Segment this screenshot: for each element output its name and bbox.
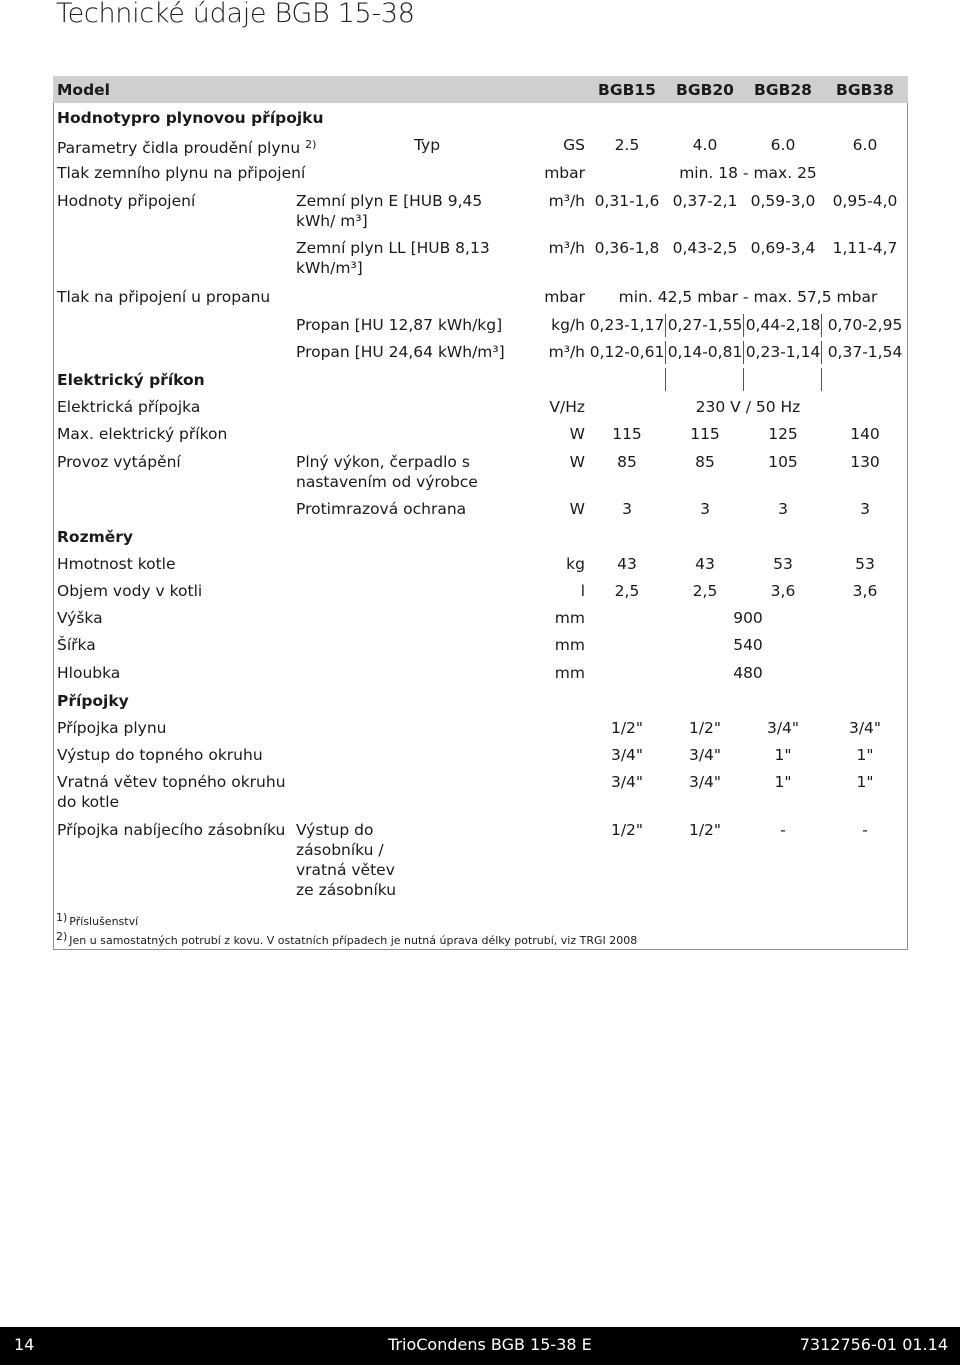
gas-e-val-3: 0,59-3,0 (750, 192, 816, 210)
section-connections: Přípojky (57, 692, 129, 710)
heating-val-1: 85 (617, 453, 637, 471)
height-value: 900 (733, 609, 763, 627)
gas-e-val-1: 0,31-1,6 (594, 192, 660, 210)
propane-m3-val-3: 0,23-1,14 (745, 343, 821, 361)
propane-pressure-unit: mbar (544, 288, 585, 306)
gas-pressure-label: Tlak zemního plynu na připojení (57, 164, 306, 182)
section-gas: Hodnotypro plynovou přípojku (57, 109, 324, 127)
sensor-val-1: 2.5 (614, 136, 640, 154)
header-col-1: BGB15 (598, 81, 656, 99)
gas-conn-val-3: 3/4" (766, 719, 800, 737)
frost-val-1: 3 (622, 500, 632, 518)
header-model: Model (57, 81, 110, 99)
column-divider (821, 314, 822, 337)
depth-value: 480 (733, 664, 763, 682)
weight-unit: kg (566, 555, 585, 573)
flow-val-3: 1" (774, 746, 792, 764)
gas-ll-unit: m³/h (548, 239, 585, 257)
propane-kg-val-3: 0,44-2,18 (745, 316, 821, 334)
conn-values-label: Hodnoty připojení (57, 192, 196, 210)
propane-kg-val-2: 0,27-1,55 (667, 316, 743, 334)
gas-e-val-2: 0,37-2,1 (672, 192, 738, 210)
propane-pressure-label: Tlak na připojení u propanu (57, 288, 271, 306)
sensor-val-2: 4.0 (692, 136, 718, 154)
gas-e-desc: Zemní plyn E [HUB 9,45 kWh/ m³] (296, 192, 483, 230)
return-val-1: 3/4" (610, 773, 644, 791)
gas-ll-val-4: 1,11-4,7 (832, 239, 898, 257)
weight-val-4: 53 (855, 555, 875, 573)
water-volume-val-3: 3,6 (770, 582, 796, 600)
el-connection-unit: V/Hz (549, 398, 585, 416)
propane-kg-desc: Propan [HU 12,87 kWh/kg] (296, 316, 503, 334)
storage-val-2: 1/2" (688, 821, 722, 839)
return-val-4: 1" (856, 773, 874, 791)
frost-val-3: 3 (778, 500, 788, 518)
return-val-2: 3/4" (688, 773, 722, 791)
footnote-1: $^{1)}$ Příslušenství (56, 911, 139, 928)
column-divider (821, 341, 822, 364)
sensor-type: Typ (414, 136, 441, 154)
gas-conn-label: Přípojka plynu (57, 719, 167, 737)
section-dimensions: Rozměry (57, 528, 134, 546)
water-volume-val-1: 2,5 (614, 582, 640, 600)
sensor-val-4: 6.0 (852, 136, 878, 154)
storage-desc: Výstup do zásobníku / vratná větev ze zásobníku (296, 821, 397, 899)
propane-kg-val-1: 0,23-1,17 (589, 316, 665, 334)
depth-label: Hloubka (57, 664, 121, 682)
section-electric: Elektrický příkon (57, 371, 205, 389)
gas-pressure-range: min. 18 - max. 25 (679, 164, 817, 182)
heating-label: Provoz vytápění (57, 453, 181, 471)
propane-m3-val-1: 0,12-0,61 (589, 343, 665, 361)
propane-m3-unit: m³/h (548, 343, 585, 361)
max-power-val-3: 125 (768, 425, 798, 443)
el-connection-value: 230 V / 50 Hz (695, 398, 801, 416)
max-power-val-2: 115 (690, 425, 720, 443)
return-label: Vratná větev topného okruhu do kotle (57, 773, 286, 811)
return-val-3: 1" (774, 773, 792, 791)
depth-unit: mm (554, 664, 585, 682)
gas-pressure-unit: mbar (544, 164, 585, 182)
page-footer (0, 1327, 960, 1365)
gas-conn-val-2: 1/2" (688, 719, 722, 737)
el-connection-label: Elektrická přípojka (57, 398, 201, 416)
sensor-label: Parametry čidla proudění plynu $^{2)}$ (57, 138, 317, 157)
column-divider (743, 314, 744, 337)
propane-kg-unit: kg/h (551, 316, 585, 334)
heating-val-2: 85 (695, 453, 715, 471)
heating-val-4: 130 (850, 453, 880, 471)
header-col-3: BGB28 (754, 81, 812, 99)
frost-desc: Protimrazová ochrana (296, 500, 467, 518)
flow-val-4: 1" (856, 746, 874, 764)
storage-val-3: - (780, 821, 786, 839)
propane-m3-desc: Propan [HU 24,64 kWh/m³] (296, 343, 505, 361)
document-number: 7312756-01 01.14 (799, 1335, 948, 1354)
water-volume-val-4: 3,6 (852, 582, 878, 600)
max-power-label: Max. elektrický příkon (57, 425, 228, 443)
water-volume-unit: l (580, 582, 585, 600)
sensor-unit: GS (563, 136, 585, 154)
width-label: Šířka (57, 636, 96, 654)
max-power-unit: W (569, 425, 585, 443)
header-col-2: BGB20 (676, 81, 734, 99)
propane-m3-val-4: 0,37-1,54 (827, 343, 903, 361)
water-volume-val-2: 2,5 (692, 582, 718, 600)
propane-pressure-range: min. 42,5 mbar - max. 57,5 mbar (618, 288, 878, 306)
max-power-val-1: 115 (612, 425, 642, 443)
gas-ll-val-1: 0,36-1,8 (594, 239, 660, 257)
frost-val-2: 3 (700, 500, 710, 518)
heating-desc: Plný výkon, čerpadlo s nastavením od výrobce (296, 453, 478, 491)
product-name: TrioCondens BGB 15-38 E (388, 1335, 592, 1354)
weight-val-1: 43 (617, 555, 637, 573)
flow-val-2: 3/4" (688, 746, 722, 764)
height-unit: mm (554, 609, 585, 627)
page-number: 14 (14, 1335, 35, 1354)
storage-label: Přípojka nabíjecího zásobníku (57, 821, 286, 839)
height-label: Výška (57, 609, 103, 627)
max-power-val-4: 140 (850, 425, 880, 443)
frost-unit: W (569, 500, 585, 518)
flow-val-1: 3/4" (610, 746, 644, 764)
heating-val-3: 105 (768, 453, 798, 471)
heating-unit: W (569, 453, 585, 471)
storage-val-1: 1/2" (610, 821, 644, 839)
weight-val-3: 53 (773, 555, 793, 573)
column-divider (665, 314, 666, 337)
column-divider (821, 368, 822, 391)
gas-ll-desc: Zemní plyn LL [HUB 8,13 kWh/m³] (296, 239, 490, 277)
gas-ll-val-2: 0,43-2,5 (672, 239, 738, 257)
weight-label: Hmotnost kotle (57, 555, 176, 573)
column-divider (743, 341, 744, 364)
flow-label: Výstup do topného okruhu (57, 746, 263, 764)
propane-m3-val-2: 0,14-0,81 (667, 343, 743, 361)
gas-conn-val-1: 1/2" (610, 719, 644, 737)
column-divider (743, 368, 744, 391)
gas-e-unit: m³/h (548, 192, 585, 210)
sensor-val-3: 6.0 (770, 136, 796, 154)
page-title: Technické údaje BGB 15-38 (56, 0, 415, 29)
gas-ll-val-3: 0,69-3,4 (750, 239, 816, 257)
column-divider (665, 368, 666, 391)
width-value: 540 (733, 636, 763, 654)
propane-kg-val-4: 0,70-2,95 (827, 316, 903, 334)
footnote-2: $^{2)}$ Jen u samostatných potrubí z kovu. V ostatních případech je nutná úprava délky potrubí, viz TRGI 2008 (56, 930, 638, 947)
gas-e-val-4: 0,95-4,0 (832, 192, 898, 210)
width-unit: mm (554, 636, 585, 654)
gas-conn-val-4: 3/4" (848, 719, 882, 737)
header-col-4: BGB38 (836, 81, 894, 99)
weight-val-2: 43 (695, 555, 715, 573)
storage-val-4: - (862, 821, 868, 839)
frost-val-4: 3 (860, 500, 870, 518)
water-volume-label: Objem vody v kotli (57, 582, 203, 600)
column-divider (665, 341, 666, 364)
